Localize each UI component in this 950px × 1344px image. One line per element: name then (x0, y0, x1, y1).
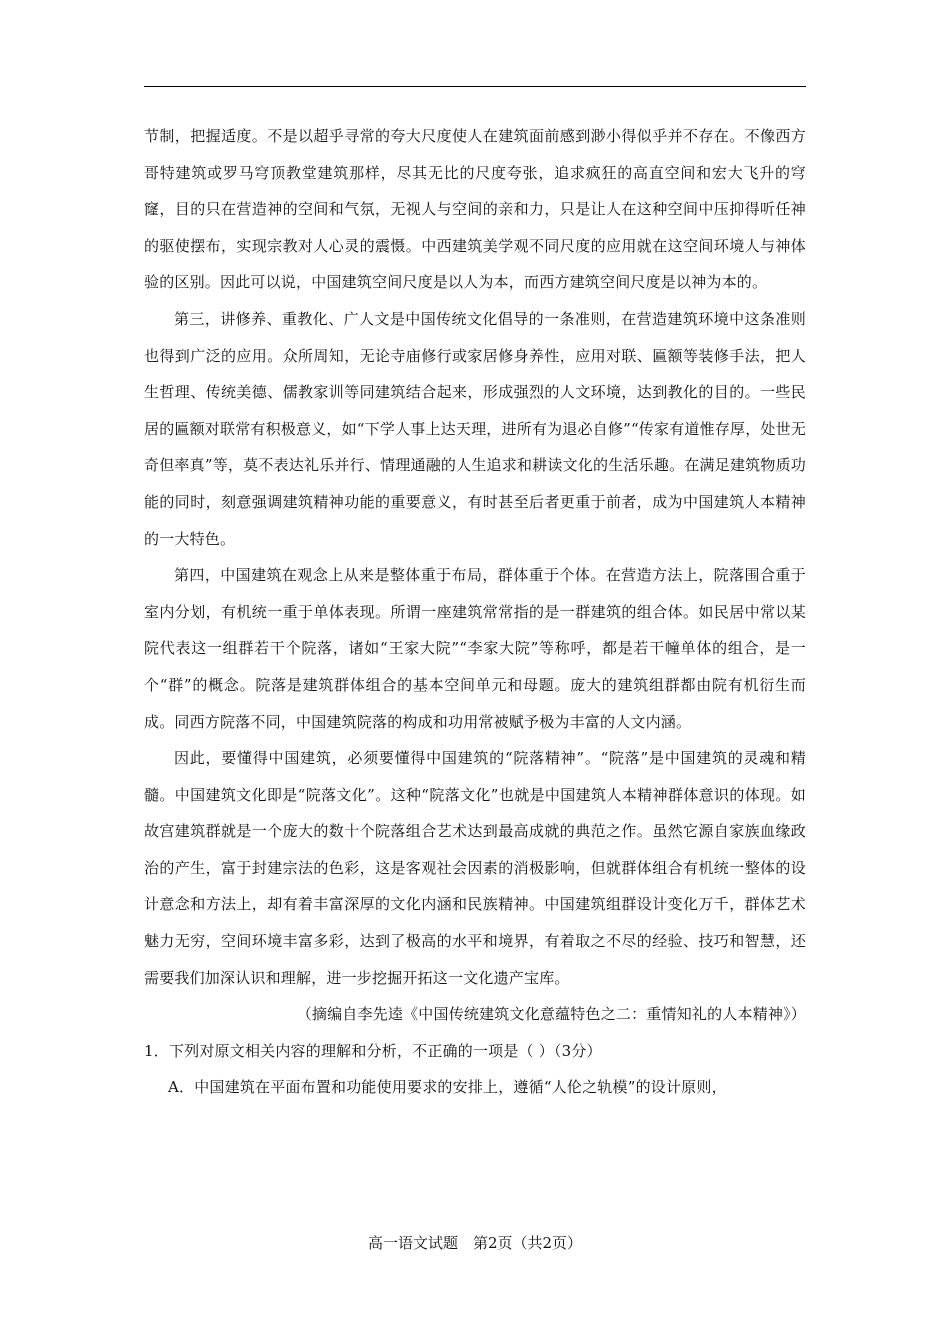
paragraph-fourth-point: 第四，中国建筑在观念上从来是整体重于布局，群体重于个体。在营造方法上，院落围合重于室内分划，有机统一重于单体表现。所谓一座建筑常常指的是一群建筑的组合体。如民居中常以某院代表这一组群若干个院落，诸如“王家大院”“李家大院”等称呼，都是若干幢单体的组合，是一个“群”的概念。院落是建筑群体组合的基本空间单元和母题。庞大的建筑组群都由院有机衍生而成。同西方院落不同，中国建筑院落的构成和功用常被赋予极为丰富的人文内涵。 (144, 566, 806, 731)
page-footer: 高一语文试题 第2页（共2页） (367, 1234, 583, 1252)
top-rule (144, 86, 806, 87)
source-citation: （摘编自李先逵《中国传统建筑文化意蕴特色之二：重情知礼的人本精神》） (296, 1005, 806, 1024)
paragraph-conclusion: 因此，要懂得中国建筑，必须要懂得中国建筑的“院落精神”。“院落”是中国建筑的灵魂和精髓。中国建筑文化即是“院落文化”。这种“院落文化”也就是中国建筑人本精神群体意识的体现。如故宫建筑群就是一个庞大的数十个院落组合艺术达到最高成就的典范之作。虽然它源自家族血缘政治的产生，富于封建宗法的色彩，这是客观社会因素的消极影响，但就群体组合有机统一整体的设计意念和方法上，却有着丰富深厚的文化内涵和民族精神。中国建筑组群设计变化万千，群体艺术魅力无穷，空间环境丰富多彩，达到了极高的水平和境界，有着取之不尽的经验、技巧和智慧，还需要我们加深认识和理解，进一步挖掘开拓这一文化遗产宝库。 (144, 749, 806, 987)
document-body (144, 118, 806, 1106)
paragraph-continued: 节制，把握适度。不是以超乎寻常的夸大尺度使人在建筑面前感到渺小得似乎并不存在。不像西方哥特建筑或罗马穹顶教堂建筑那样，尽其无比的尺度夸张，追求疯狂的高直空间和宏大飞升的穹窿，目的只在营造神的空间和气氛，无视人与空间的亲和力，只是让人在这种空间中压抑得听任神的驱使摆布，实现宗教对人心灵的震慑。中西建筑美学观不同尺度的应用就在这空间环境人与神体验的区别。因此可以说，中国建筑空间尺度是以人为本，而西方建筑空间尺度是以神为本的。 (144, 127, 806, 292)
paragraph-third-point: 第三，讲修养、重教化、广人文是中国传统文化倡导的一条准则，在营造建筑环境中这条准则也得到广泛的应用。众所周知，无论寺庙修行或家居修身养性，应用对联、匾额等装修手法，把人生哲理、传统美德、儒教家训等同建筑结合起来，形成强烈的人文环境，达到教化的目的。一些民居的匾额对联常有积极意义，如“下学人事上达天理，进所有为退必自修”“传家有道惟存厚，处世无奇但率真”等，莫不表达礼乐并行、情理通融的人生追求和耕读文化的生活乐趣。在满足建筑物质功能的同时，刻意强调建筑精神功能的重要意义，有时甚至后者更重于前者，成为中国建筑人本精神的一大特色。 (144, 309, 807, 548)
question-1: 1．下列对原文相关内容的理解和分析，不正确的一项是（ ）（3分） (144, 1041, 602, 1060)
option-a: A．中国建筑在平面布置和功能使用要求的安排上，遵循“人伦之轨模”的设计原则， (168, 1078, 727, 1097)
